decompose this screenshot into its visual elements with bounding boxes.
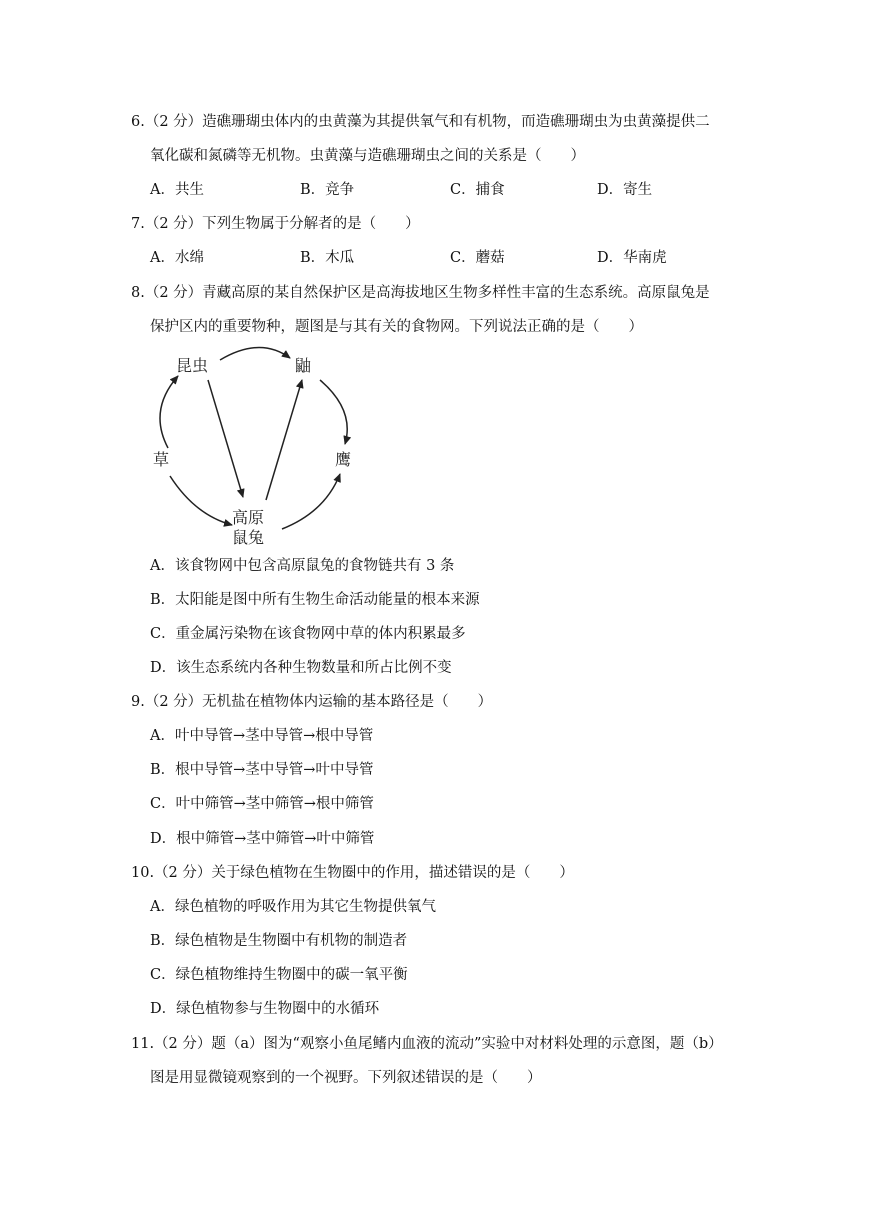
question-9-option-d: D．根中筛管→茎中筛管→叶中筛管 xyxy=(150,831,375,847)
question-6-option-a: A．共生 xyxy=(150,182,204,198)
node-insect: 昆虫 xyxy=(176,356,209,375)
question-10-stem: 10.（2 分）关于绿色植物在生物圈中的作用，描述错误的是（ ） xyxy=(131,865,574,881)
question-10-option-a: A．绿色植物的呼吸作用为其它生物提供氧气 xyxy=(150,899,436,915)
question-6-option-d: D．寄生 xyxy=(597,182,653,198)
question-7-stem: 7.（2 分）下列生物属于分解者的是（ ） xyxy=(131,216,420,232)
question-8-stem-line1: 8.（2 分）青藏高原的某自然保护区是高海拔地区生物多样性丰富的生态系统。高原鼠兔是 xyxy=(131,285,710,301)
arrow-pika-to-weasel xyxy=(266,380,302,500)
question-8-option-d: D．该生态系统内各种生物数量和所占比例不变 xyxy=(150,660,452,676)
question-6-option-c: C．捕食 xyxy=(450,182,505,198)
question-7-option-b: B．木瓜 xyxy=(300,250,355,266)
arrow-insect-to-weasel xyxy=(220,347,290,360)
question-9-option-b: B．根中导管→茎中导管→叶中导管 xyxy=(150,762,374,778)
node-pika-line1: 高原 xyxy=(232,508,265,527)
arrow-grass-to-pika xyxy=(170,476,232,525)
question-8-option-b: B．太阳能是图中所有生物生命活动能量的根本来源 xyxy=(150,592,480,608)
question-11-stem-line2: 图是用显微镜观察到的一个视野。下列叙述错误的是（ ） xyxy=(150,1070,542,1086)
question-6-option-b: B．竞争 xyxy=(300,182,355,198)
question-9-option-c: C．叶中筛管→茎中筛管→根中筛管 xyxy=(150,796,374,812)
node-pika-line2: 鼠兔 xyxy=(232,528,265,547)
question-8-option-a: A．该食物网中包含高原鼠兔的食物链共有 3 条 xyxy=(150,558,455,574)
question-8-stem-line2: 保护区内的重要物种，题图是与其有关的食物网。下列说法正确的是（ ） xyxy=(150,319,643,335)
question-11-stem-line1: 11.（2 分）题（a）图为“观察小鱼尾鳍内血液的流动”实验中对材料处理的示意图，题（b） xyxy=(131,1036,723,1052)
question-9-option-a: A．叶中导管→茎中导管→根中导管 xyxy=(150,728,374,744)
arrow-insect-to-pika xyxy=(208,380,243,497)
question-10-option-b: B．绿色植物是生物圈中有机物的制造者 xyxy=(150,933,408,949)
arrow-weasel-to-eagle xyxy=(320,380,347,444)
question-8-option-c: C．重金属污染物在该食物网中草的体内积累最多 xyxy=(150,626,466,642)
question-6-stem-line2: 氧化碳和氮磷等无机物。虫黄藻与造礁珊瑚虫之间的关系是（ ） xyxy=(150,148,585,164)
node-weasel: 鼬 xyxy=(295,356,312,375)
question-7-option-a: A．水绵 xyxy=(150,250,204,266)
food-web-diagram xyxy=(140,340,370,555)
question-10-option-c: C．绿色植物维持生物圈中的碳一氧平衡 xyxy=(150,967,408,983)
question-7-option-d: D．华南虎 xyxy=(597,250,667,266)
arrow-grass-to-insect xyxy=(160,376,178,448)
question-9-stem: 9.（2 分）无机盐在植物体内运输的基本路径是（ ） xyxy=(131,694,493,710)
node-eagle: 鹰 xyxy=(335,450,352,469)
node-grass: 草 xyxy=(153,450,170,469)
question-7-option-c: C．蘑菇 xyxy=(450,250,505,266)
question-10-option-d: D．绿色植物参与生物圈中的水循环 xyxy=(150,1001,380,1017)
arrow-pika-to-eagle xyxy=(282,474,340,529)
question-6-stem-line1: 6.（2 分）造礁珊瑚虫体内的虫黄藻为其提供氧气和有机物，而造礁珊瑚虫为虫黄藻提供二 xyxy=(131,114,710,130)
